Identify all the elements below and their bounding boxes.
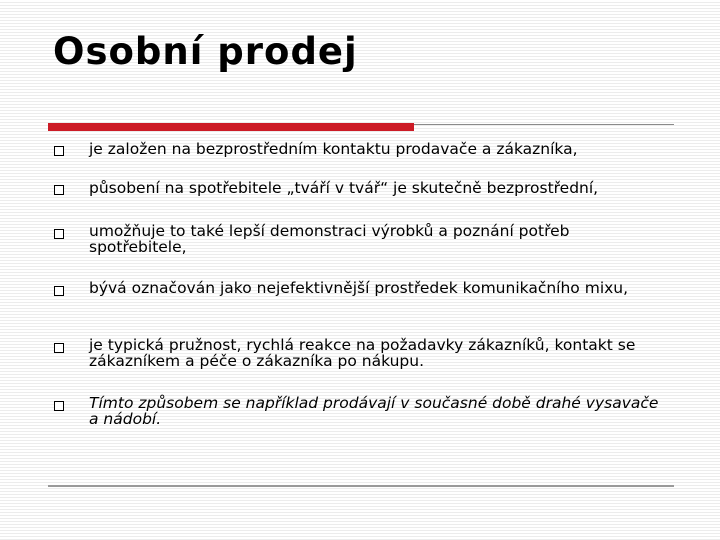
footer-divider <box>48 485 674 487</box>
bullet-square-icon <box>54 286 64 296</box>
bullet-square-icon <box>54 343 64 353</box>
list-item-4: bývá označován jako nejefektivnější prostředek komunikačního mixu, <box>89 279 629 297</box>
accent-bar <box>48 123 414 131</box>
bullet-square-icon <box>54 401 64 411</box>
list-item-5: je typická pružnost, rychlá reakce na požadavky zákazníků, kontakt se zákazníkem a péče o zákazníka po nákupu. <box>89 336 636 370</box>
bullet-square-icon <box>54 146 64 156</box>
list-item-2: působení na spotřebitele „tváří v tvář“ je skutečně bezprostřední, <box>89 179 599 197</box>
list-item-1: je založen na bezprostředním kontaktu prodavače a zákazníka, <box>89 140 578 158</box>
list-item-6: Tímto způsobem se například prodávají v současné době drahé vysavače a nádobí. <box>89 394 659 428</box>
slide-title: Osobní prodej <box>53 30 358 73</box>
bullet-square-icon <box>54 229 64 239</box>
bullet-square-icon <box>54 185 64 195</box>
list-item-3: umožňuje to také lepší demonstraci výrobků a poznání potřeb spotřebitele, <box>89 222 570 256</box>
